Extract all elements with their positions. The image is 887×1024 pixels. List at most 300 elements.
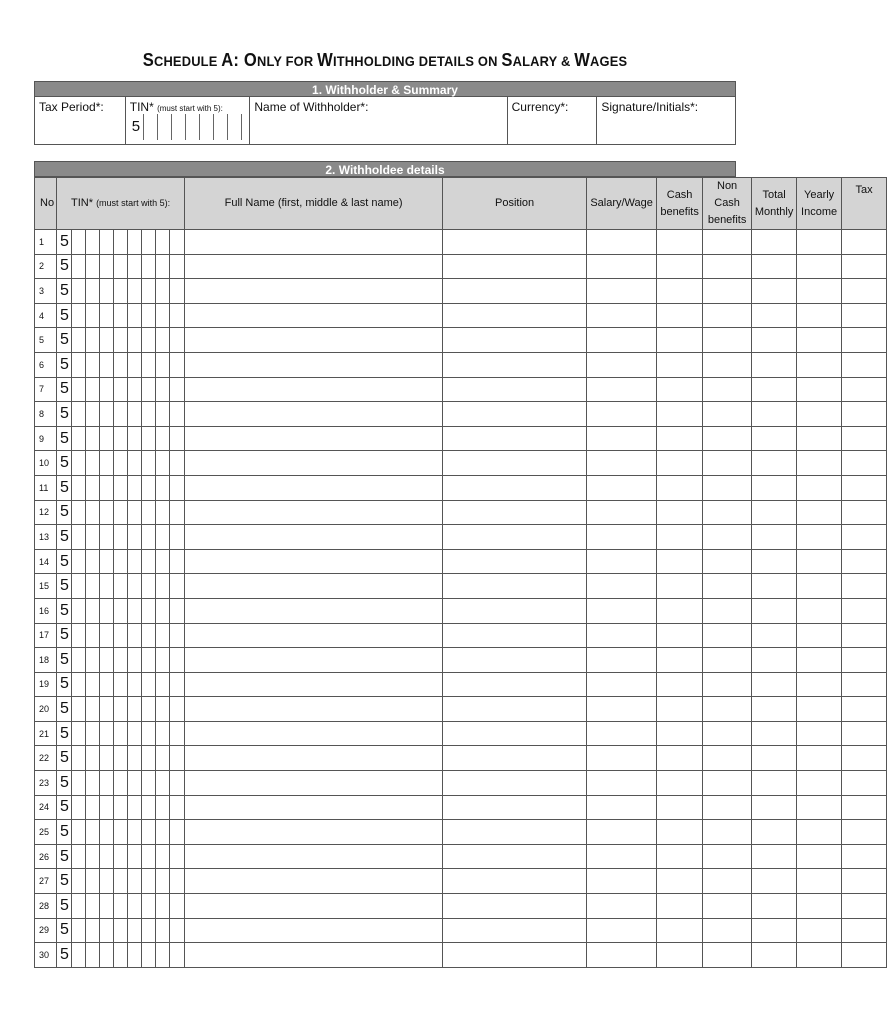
salary-cell[interactable]: [587, 352, 657, 377]
noncash-benefits-cell[interactable]: [703, 328, 752, 353]
yearly-income-cell[interactable]: [797, 574, 842, 599]
tin-digit-cell[interactable]: [114, 943, 128, 968]
tin-digit-cell[interactable]: [72, 500, 86, 525]
tin-digit-cell[interactable]: [170, 943, 185, 968]
tin-digit-cell[interactable]: [114, 303, 128, 328]
tin-digit-cell[interactable]: [86, 894, 100, 919]
cash-benefits-cell[interactable]: [657, 697, 703, 722]
tin-digit-cell[interactable]: [170, 500, 185, 525]
full-name-cell[interactable]: [185, 574, 443, 599]
tin-digit-cell[interactable]: [100, 672, 114, 697]
yearly-income-cell[interactable]: [797, 475, 842, 500]
total-monthly-cell[interactable]: [752, 475, 797, 500]
tin-digit-cell[interactable]: [114, 475, 128, 500]
noncash-benefits-cell[interactable]: [703, 574, 752, 599]
salary-cell[interactable]: [587, 697, 657, 722]
tin-digit-cell[interactable]: [142, 475, 156, 500]
yearly-income-cell[interactable]: [797, 721, 842, 746]
cash-benefits-cell[interactable]: [657, 574, 703, 599]
tin-digit-cell[interactable]: [170, 475, 185, 500]
salary-cell[interactable]: [587, 402, 657, 427]
yearly-income-cell[interactable]: [797, 549, 842, 574]
tin-digit-cell[interactable]: [156, 697, 170, 722]
tin-digit-cell[interactable]: [156, 328, 170, 353]
tin-digit-cell[interactable]: [128, 303, 142, 328]
position-cell[interactable]: [443, 303, 587, 328]
tin-digit-cell[interactable]: [86, 279, 100, 304]
tin-digit-cell[interactable]: [86, 254, 100, 279]
tin-digit-cell[interactable]: [100, 820, 114, 845]
noncash-benefits-cell[interactable]: [703, 672, 752, 697]
full-name-cell[interactable]: [185, 254, 443, 279]
tin-digit-cell[interactable]: [100, 795, 114, 820]
cash-benefits-cell[interactable]: [657, 746, 703, 771]
salary-cell[interactable]: [587, 918, 657, 943]
tin-digit-cell[interactable]: [114, 721, 128, 746]
position-cell[interactable]: [443, 943, 587, 968]
tin-digit-cell[interactable]: [128, 500, 142, 525]
salary-cell[interactable]: [587, 475, 657, 500]
tin-digit-cell[interactable]: [100, 894, 114, 919]
noncash-benefits-cell[interactable]: [703, 746, 752, 771]
tin-digit-cell[interactable]: [170, 402, 185, 427]
cash-benefits-cell[interactable]: [657, 500, 703, 525]
yearly-income-cell[interactable]: [797, 230, 842, 255]
signature-field[interactable]: [597, 97, 735, 144]
tin-digit-cell[interactable]: [72, 623, 86, 648]
tin-digit-cell[interactable]: [170, 254, 185, 279]
noncash-benefits-cell[interactable]: [703, 377, 752, 402]
tin-digit-cell[interactable]: [156, 623, 170, 648]
tin-digit-cell[interactable]: [100, 352, 114, 377]
tin-digit-cell[interactable]: [128, 598, 142, 623]
cash-benefits-cell[interactable]: [657, 795, 703, 820]
tin-digit-cell[interactable]: [156, 894, 170, 919]
tin-digit-cell[interactable]: [128, 648, 142, 673]
tin-digit-cell[interactable]: [100, 451, 114, 476]
tin-digit-cell[interactable]: [72, 648, 86, 673]
salary-cell[interactable]: [587, 451, 657, 476]
tin-digit-cell[interactable]: [100, 377, 114, 402]
tin-digit-cell[interactable]: [72, 943, 86, 968]
tin-digit-cell[interactable]: [100, 279, 114, 304]
tin-digit-cell[interactable]: [142, 721, 156, 746]
total-monthly-cell[interactable]: [752, 549, 797, 574]
yearly-income-cell[interactable]: [797, 795, 842, 820]
total-monthly-cell[interactable]: [752, 402, 797, 427]
tin-digit-cell[interactable]: [114, 918, 128, 943]
tin-digit-cell[interactable]: [142, 820, 156, 845]
noncash-benefits-cell[interactable]: [703, 598, 752, 623]
tin-digit-cell[interactable]: [72, 844, 86, 869]
full-name-cell[interactable]: [185, 279, 443, 304]
tin-digit-boxes[interactable]: [130, 114, 250, 140]
tin-digit-cell[interactable]: [142, 451, 156, 476]
yearly-income-cell[interactable]: [797, 402, 842, 427]
tin-digit-cell[interactable]: [72, 475, 86, 500]
tin-digit-cell[interactable]: [86, 721, 100, 746]
yearly-income-cell[interactable]: [797, 697, 842, 722]
tin-digit-cell[interactable]: [72, 352, 86, 377]
tin-digit-cell[interactable]: [156, 525, 170, 550]
tax-cell[interactable]: [842, 623, 887, 648]
tin-digit-cell[interactable]: [72, 746, 86, 771]
tin-digit-cell[interactable]: [128, 918, 142, 943]
tin-digit-cell[interactable]: [72, 254, 86, 279]
full-name-cell[interactable]: [185, 820, 443, 845]
tin-digit-cell[interactable]: [156, 451, 170, 476]
tin-digit-cell[interactable]: [142, 328, 156, 353]
tin-digit-cell[interactable]: [100, 771, 114, 796]
tin-digit-cell[interactable]: [86, 869, 100, 894]
position-cell[interactable]: [443, 402, 587, 427]
tin-digit-cell[interactable]: [100, 230, 114, 255]
tin-digit-cell[interactable]: [142, 869, 156, 894]
full-name-cell[interactable]: [185, 943, 443, 968]
tin-digit-cell[interactable]: [114, 795, 128, 820]
yearly-income-cell[interactable]: [797, 328, 842, 353]
noncash-benefits-cell[interactable]: [703, 623, 752, 648]
tin-digit-cell[interactable]: [114, 623, 128, 648]
tin-digit-cell[interactable]: [100, 746, 114, 771]
salary-cell[interactable]: [587, 721, 657, 746]
cash-benefits-cell[interactable]: [657, 771, 703, 796]
noncash-benefits-cell[interactable]: [703, 426, 752, 451]
position-cell[interactable]: [443, 279, 587, 304]
noncash-benefits-cell[interactable]: [703, 697, 752, 722]
tin-digit-cell[interactable]: [170, 352, 185, 377]
tax-cell[interactable]: [842, 525, 887, 550]
tin-digit-cell[interactable]: [156, 771, 170, 796]
tin-digit-cell[interactable]: [156, 303, 170, 328]
tin-digit-cell[interactable]: [100, 525, 114, 550]
position-cell[interactable]: [443, 648, 587, 673]
position-cell[interactable]: [443, 795, 587, 820]
tin-digit-cell[interactable]: [114, 771, 128, 796]
tin-digit-cell[interactable]: [114, 377, 128, 402]
tin-digit-cell[interactable]: [72, 402, 86, 427]
cash-benefits-cell[interactable]: [657, 869, 703, 894]
withholder-tin-field[interactable]: [126, 97, 251, 144]
tin-digit-cell[interactable]: [170, 820, 185, 845]
tin-digit-cell[interactable]: [156, 918, 170, 943]
total-monthly-cell[interactable]: [752, 352, 797, 377]
salary-cell[interactable]: [587, 525, 657, 550]
tax-cell[interactable]: [842, 328, 887, 353]
tin-digit-cell[interactable]: [114, 894, 128, 919]
tin-digit-cell[interactable]: [100, 500, 114, 525]
cash-benefits-cell[interactable]: [657, 648, 703, 673]
tin-digit-cell[interactable]: [86, 574, 100, 599]
tin-digit-cell[interactable]: [142, 918, 156, 943]
tin-digit-cell[interactable]: [170, 795, 185, 820]
tin-digit-cell[interactable]: [156, 648, 170, 673]
tax-cell[interactable]: [842, 402, 887, 427]
tin-digit-cell[interactable]: [128, 672, 142, 697]
tin-digit-cell[interactable]: [142, 771, 156, 796]
salary-cell[interactable]: [587, 328, 657, 353]
salary-cell[interactable]: [587, 943, 657, 968]
tin-digit-cell[interactable]: [156, 943, 170, 968]
tin-digit-cell[interactable]: [156, 230, 170, 255]
yearly-income-cell[interactable]: [797, 672, 842, 697]
tin-digit-cell[interactable]: [100, 426, 114, 451]
noncash-benefits-cell[interactable]: [703, 721, 752, 746]
noncash-benefits-cell[interactable]: [703, 771, 752, 796]
yearly-income-cell[interactable]: [797, 746, 842, 771]
tax-cell[interactable]: [842, 426, 887, 451]
position-cell[interactable]: [443, 549, 587, 574]
full-name-cell[interactable]: [185, 352, 443, 377]
noncash-benefits-cell[interactable]: [703, 451, 752, 476]
tin-digit-cell[interactable]: [170, 279, 185, 304]
tin-digit-cell[interactable]: [170, 746, 185, 771]
yearly-income-cell[interactable]: [797, 254, 842, 279]
cash-benefits-cell[interactable]: [657, 475, 703, 500]
salary-cell[interactable]: [587, 746, 657, 771]
total-monthly-cell[interactable]: [752, 746, 797, 771]
full-name-cell[interactable]: [185, 697, 443, 722]
tin-digit-cell[interactable]: [142, 230, 156, 255]
salary-cell[interactable]: [587, 426, 657, 451]
cash-benefits-cell[interactable]: [657, 623, 703, 648]
position-cell[interactable]: [443, 721, 587, 746]
total-monthly-cell[interactable]: [752, 894, 797, 919]
tin-digit-cell[interactable]: [156, 254, 170, 279]
tin-digit-cell[interactable]: [142, 746, 156, 771]
tin-digit-cell[interactable]: [86, 426, 100, 451]
tin-digit-cell[interactable]: [72, 795, 86, 820]
full-name-cell[interactable]: [185, 303, 443, 328]
tin-digit-cell[interactable]: [86, 475, 100, 500]
tin-digit-cell[interactable]: [72, 328, 86, 353]
tin-digit-cell[interactable]: [114, 230, 128, 255]
tin-digit-cell[interactable]: [156, 402, 170, 427]
tax-cell[interactable]: [842, 574, 887, 599]
tin-digit-cell[interactable]: [100, 943, 114, 968]
total-monthly-cell[interactable]: [752, 279, 797, 304]
tin-digit-cell[interactable]: [170, 451, 185, 476]
full-name-cell[interactable]: [185, 672, 443, 697]
total-monthly-cell[interactable]: [752, 820, 797, 845]
position-cell[interactable]: [443, 475, 587, 500]
yearly-income-cell[interactable]: [797, 500, 842, 525]
full-name-cell[interactable]: [185, 623, 443, 648]
cash-benefits-cell[interactable]: [657, 230, 703, 255]
position-cell[interactable]: [443, 623, 587, 648]
tin-digit-cell[interactable]: [128, 574, 142, 599]
noncash-benefits-cell[interactable]: [703, 918, 752, 943]
tin-digit-cell[interactable]: [114, 279, 128, 304]
tin-digit-cell[interactable]: [128, 451, 142, 476]
cash-benefits-cell[interactable]: [657, 721, 703, 746]
yearly-income-cell[interactable]: [797, 377, 842, 402]
cash-benefits-cell[interactable]: [657, 672, 703, 697]
tin-digit-cell[interactable]: [114, 426, 128, 451]
noncash-benefits-cell[interactable]: [703, 254, 752, 279]
salary-cell[interactable]: [587, 377, 657, 402]
tin-digit-cell[interactable]: [86, 844, 100, 869]
tin-digit-cell[interactable]: [86, 525, 100, 550]
tin-digit-cell[interactable]: [114, 672, 128, 697]
tax-cell[interactable]: [842, 475, 887, 500]
tin-digit-cell[interactable]: [156, 746, 170, 771]
tin-digit-cell[interactable]: [156, 598, 170, 623]
tin-digit-cell[interactable]: [86, 943, 100, 968]
position-cell[interactable]: [443, 894, 587, 919]
tin-digit-cell[interactable]: [156, 869, 170, 894]
tin-digit-cell[interactable]: [156, 352, 170, 377]
full-name-cell[interactable]: [185, 426, 443, 451]
total-monthly-cell[interactable]: [752, 598, 797, 623]
tin-digit-cell[interactable]: [156, 721, 170, 746]
tin-digit-cell[interactable]: [100, 574, 114, 599]
full-name-cell[interactable]: [185, 869, 443, 894]
tin-digit-cell[interactable]: [72, 672, 86, 697]
salary-cell[interactable]: [587, 279, 657, 304]
tax-cell[interactable]: [842, 451, 887, 476]
tin-digit-cell[interactable]: [72, 820, 86, 845]
noncash-benefits-cell[interactable]: [703, 402, 752, 427]
withholder-name-field[interactable]: [250, 97, 507, 144]
tin-digit-cell[interactable]: [86, 549, 100, 574]
total-monthly-cell[interactable]: [752, 721, 797, 746]
tin-digit-cell[interactable]: [156, 500, 170, 525]
tin-digit-cell[interactable]: [100, 549, 114, 574]
yearly-income-cell[interactable]: [797, 598, 842, 623]
tin-digit-cell[interactable]: [128, 894, 142, 919]
tin-digit-cell[interactable]: [156, 549, 170, 574]
position-cell[interactable]: [443, 598, 587, 623]
tin-digit-cell[interactable]: [142, 254, 156, 279]
tin-digit-cell[interactable]: [128, 549, 142, 574]
tin-digit-cell[interactable]: [170, 894, 185, 919]
tin-digit-cell[interactable]: [86, 795, 100, 820]
tin-digit-cell[interactable]: [114, 697, 128, 722]
total-monthly-cell[interactable]: [752, 648, 797, 673]
tin-digit-cell[interactable]: [142, 943, 156, 968]
tin-digit-cell[interactable]: [170, 918, 185, 943]
tin-digit-cell[interactable]: [100, 918, 114, 943]
total-monthly-cell[interactable]: [752, 377, 797, 402]
position-cell[interactable]: [443, 746, 587, 771]
tin-digit-cell[interactable]: [142, 574, 156, 599]
cash-benefits-cell[interactable]: [657, 426, 703, 451]
tin-digit-cell[interactable]: [142, 844, 156, 869]
position-cell[interactable]: [443, 844, 587, 869]
noncash-benefits-cell[interactable]: [703, 475, 752, 500]
tin-digit-cell[interactable]: [72, 279, 86, 304]
tax-cell[interactable]: [842, 844, 887, 869]
cash-benefits-cell[interactable]: [657, 918, 703, 943]
cash-benefits-cell[interactable]: [657, 820, 703, 845]
tin-digit-cell[interactable]: [114, 844, 128, 869]
tin-digit-cell[interactable]: [128, 402, 142, 427]
full-name-cell[interactable]: [185, 475, 443, 500]
tin-digit-cell[interactable]: [86, 230, 100, 255]
tin-digit-cell[interactable]: [170, 549, 185, 574]
tin-digit-cell[interactable]: [72, 869, 86, 894]
tin-digit-cell[interactable]: [170, 525, 185, 550]
tin-digit-cell[interactable]: [100, 623, 114, 648]
tin-digit-cell[interactable]: [128, 869, 142, 894]
tin-digit-cell[interactable]: [72, 451, 86, 476]
tin-digit-cell[interactable]: [128, 623, 142, 648]
tax-cell[interactable]: [842, 869, 887, 894]
tin-digit-cell[interactable]: [114, 328, 128, 353]
position-cell[interactable]: [443, 820, 587, 845]
cash-benefits-cell[interactable]: [657, 328, 703, 353]
tin-digit-cell[interactable]: [72, 598, 86, 623]
salary-cell[interactable]: [587, 549, 657, 574]
cash-benefits-cell[interactable]: [657, 549, 703, 574]
tin-digit-cell[interactable]: [100, 697, 114, 722]
cash-benefits-cell[interactable]: [657, 525, 703, 550]
tin-digit-cell[interactable]: [142, 352, 156, 377]
tin-digit-cell[interactable]: [128, 328, 142, 353]
tin-digit-cell[interactable]: [170, 623, 185, 648]
tin-digit-cell[interactable]: [86, 918, 100, 943]
noncash-benefits-cell[interactable]: [703, 303, 752, 328]
tax-cell[interactable]: [842, 672, 887, 697]
tax-cell[interactable]: [842, 771, 887, 796]
full-name-cell[interactable]: [185, 402, 443, 427]
tax-cell[interactable]: [842, 303, 887, 328]
salary-cell[interactable]: [587, 795, 657, 820]
tin-digit-cell[interactable]: [128, 254, 142, 279]
noncash-benefits-cell[interactable]: [703, 795, 752, 820]
tin-digit-cell[interactable]: [170, 771, 185, 796]
tin-digit-cell[interactable]: [114, 869, 128, 894]
tin-digit-cell[interactable]: [142, 894, 156, 919]
tin-digit-cell[interactable]: [86, 771, 100, 796]
tin-digit-cell[interactable]: [170, 672, 185, 697]
tin-digit-cell[interactable]: [100, 598, 114, 623]
tax-cell[interactable]: [842, 279, 887, 304]
tax-cell[interactable]: [842, 500, 887, 525]
full-name-cell[interactable]: [185, 894, 443, 919]
tin-digit-cell[interactable]: [156, 820, 170, 845]
tin-digit-cell[interactable]: [86, 328, 100, 353]
position-cell[interactable]: [443, 525, 587, 550]
tin-digit-cell[interactable]: [156, 279, 170, 304]
noncash-benefits-cell[interactable]: [703, 869, 752, 894]
tin-digit-cell[interactable]: [128, 771, 142, 796]
tax-cell[interactable]: [842, 230, 887, 255]
yearly-income-cell[interactable]: [797, 648, 842, 673]
tin-digit-cell[interactable]: [86, 303, 100, 328]
tin-digit-cell[interactable]: [100, 402, 114, 427]
tin-digit-cell[interactable]: [156, 426, 170, 451]
cash-benefits-cell[interactable]: [657, 254, 703, 279]
salary-cell[interactable]: [587, 623, 657, 648]
tin-digit-cell[interactable]: [72, 697, 86, 722]
salary-cell[interactable]: [587, 500, 657, 525]
position-cell[interactable]: [443, 230, 587, 255]
tin-digit-cell[interactable]: [170, 721, 185, 746]
tin-digit-cell[interactable]: [114, 598, 128, 623]
tin-digit-cell[interactable]: [100, 328, 114, 353]
total-monthly-cell[interactable]: [752, 672, 797, 697]
tin-digit-cell[interactable]: [72, 377, 86, 402]
position-cell[interactable]: [443, 328, 587, 353]
tin-digit-cell[interactable]: [86, 377, 100, 402]
noncash-benefits-cell[interactable]: [703, 648, 752, 673]
full-name-cell[interactable]: [185, 500, 443, 525]
tin-digit-cell[interactable]: [72, 574, 86, 599]
tin-digit-cell[interactable]: [114, 574, 128, 599]
tin-digit-cell[interactable]: [142, 279, 156, 304]
